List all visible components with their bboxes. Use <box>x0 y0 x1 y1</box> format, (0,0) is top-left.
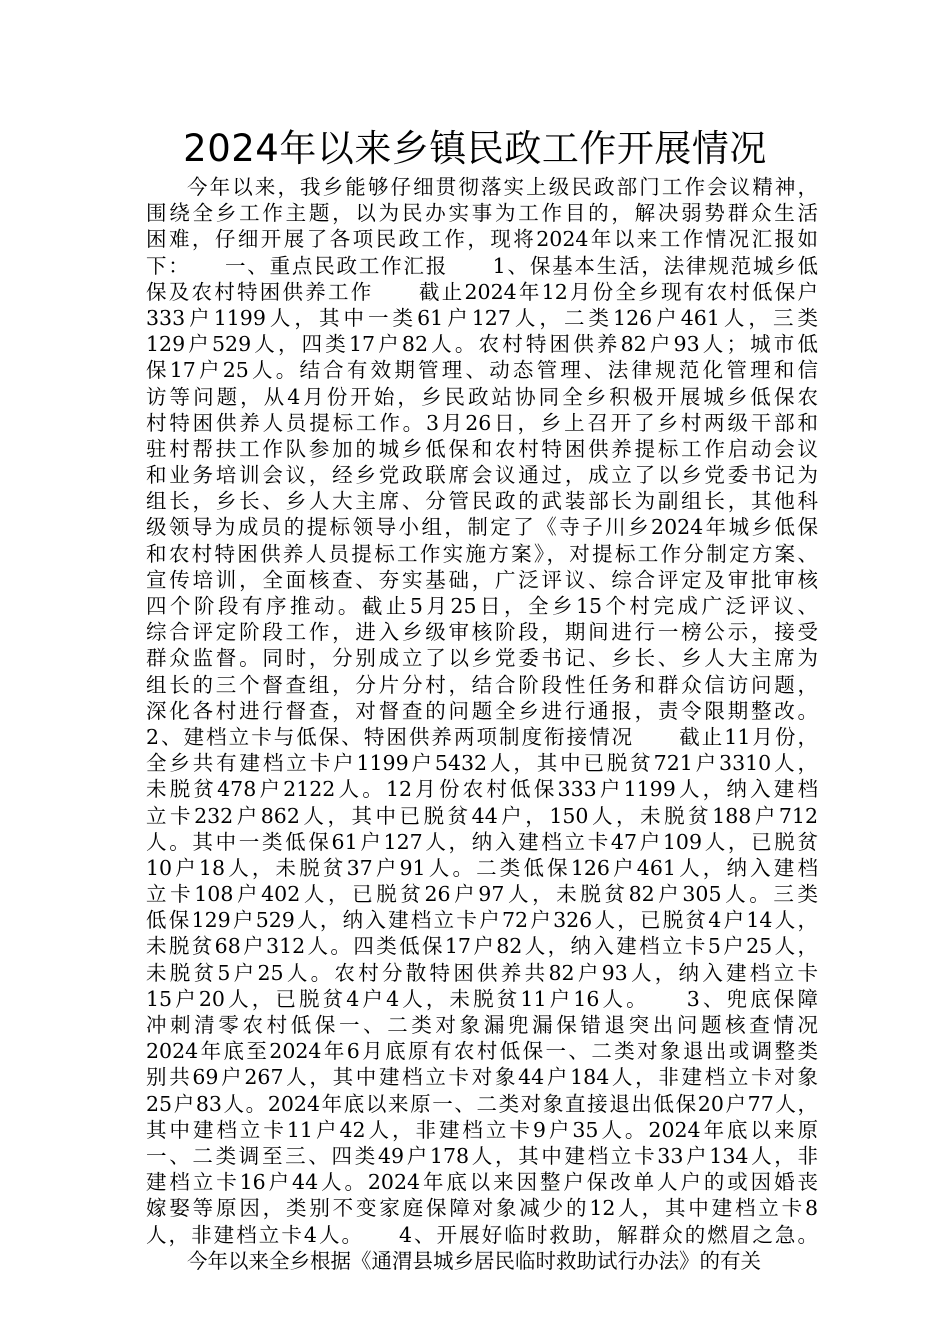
body-line: 今年以来，我乡能够仔细贯彻落实上级民政部门工作会议精神， <box>187 175 818 199</box>
body-line: 组长的三个督查组，分片分村，结合阶段性任务和群众信访问题， <box>146 672 818 697</box>
body-line: 保17户25人。结合有效期管理、动态管理、法律规范化管理和信 <box>146 358 818 383</box>
body-line: 其中建档立卡11户42人，非建档立卡9户35人。2024年底以来原 <box>146 1117 818 1142</box>
body-line: 宣传培训，全面核查、夯实基础，广泛评议、综合评定及审批审核 <box>146 567 818 592</box>
body-line: 冲刺清零农村低保一、二类对象漏兜漏保错退突出问题核查情况 <box>146 1013 818 1037</box>
body-line: 四个阶段有序推动。截止5月25日，全乡15个村完成广泛评议、 <box>146 594 818 618</box>
body-line: 立卡108户402人，已脱贫26户97人，未脱贫82户305人。三类 <box>146 882 818 907</box>
body-line: 333户1199人，其中一类61户127人，二类126户461人，三类 <box>146 305 818 330</box>
body-line: 2024年底至2024年6月底原有农村低保一、二类对象退出或调整类 <box>146 1039 818 1064</box>
body-line: 25户83人。2024年底以来原一、二类对象直接退出低保20户77人， <box>146 1091 818 1116</box>
body-line: 综合评定阶段工作，进入乡级审核阶段，期间进行一榜公示，接受 <box>146 620 818 645</box>
document-body <box>146 174 818 1274</box>
body-line: 今年以来全乡根据《通渭县城乡居民临时救助试行办法》的有关 <box>187 1248 761 1273</box>
body-line: 和业务培训会议，经乡党政联席会议通过，成立了以乡党委书记为 <box>146 463 818 488</box>
body-line: 未脱贫5户25人。农村分散特困供养共82户93人，纳入建档立卡 <box>146 960 818 985</box>
body-line: 低保129户529人，纳入建档立卡户72户326人，已脱贫4户14人， <box>146 908 818 933</box>
body-line: 2、建档立卡与低保、特困供养两项制度衔接情况 截止11月份， <box>146 724 818 749</box>
body-line: 组长，乡长、乡人大主席、分管民政的武装部长为副组长，其他科 <box>146 489 818 514</box>
body-line: 群众监督。同时，分别成立了以乡党委书记、乡长、乡人大主席为 <box>146 646 818 671</box>
body-line: 129户529人，四类17户82人。农村特困供养82户93人；城市低 <box>146 332 818 357</box>
body-line: 人，非建档立卡4人。 4、开展好临时救助，解群众的燃眉之急。 <box>146 1222 818 1247</box>
body-line: 人。其中一类低保61户127人，纳入建档立卡47户109人，已脱贫 <box>146 829 818 854</box>
body-line: 村特困供养人员提标工作。3月26日，乡上召开了乡村两级干部和 <box>146 410 818 435</box>
body-line: 访等问题，从4月份开始，乡民政站协同全乡积极开展城乡低保农 <box>146 384 818 409</box>
body-line: 级领导为成员的提标领导小组，制定了《寺子川乡2024年城乡低保 <box>146 515 818 540</box>
body-line: 全乡共有建档立卡户1199户5432人，其中已脱贫721户3310人， <box>146 751 818 776</box>
body-line: 立卡232户862人，其中已脱贫44户，150人，未脱贫188户712 <box>146 803 818 828</box>
body-line: 未脱贫68户312人。四类低保17户82人，纳入建档立卡5户25人， <box>146 934 818 959</box>
body-line: 未脱贫478户2122人。12月份农村低保333户1199人，纳入建档 <box>146 777 818 802</box>
body-line: 驻村帮扶工作队参加的城乡低保和农村特困供养提标工作启动会议 <box>146 436 818 461</box>
body-line: 保及农村特困供养工作 截止2024年12月份全乡现有农村低保户 <box>146 279 818 304</box>
body-line: 深化各村进行督查，对督查的问题全乡进行通报，责令限期整改。 <box>146 698 818 723</box>
body-line: 别共69户267人，其中建档立卡对象44户184人，非建档立卡对象 <box>146 1065 818 1090</box>
body-line: 一、二类调至三、四类49户178人，其中建档立卡33户134人，非 <box>146 1143 818 1168</box>
body-line: 下： 一、重点民政工作汇报 1、保基本生活，法律规范城乡低 <box>146 253 818 278</box>
document-title: 2024年以来乡镇民政工作开展情况 <box>183 127 767 170</box>
body-line: 困难，仔细开展了各项民政工作，现将2024年以来工作情况汇报如 <box>146 227 818 252</box>
body-line: 嫁娶等原因，类别不变家庭保障对象减少的12人，其中建档立卡8 <box>146 1196 818 1221</box>
body-line: 10户18人，未脱贫37户91人。二类低保126户461人，纳入建档 <box>146 855 818 880</box>
body-line: 建档立卡16户44人。2024年底以来因整户保改单人户的或因婚丧 <box>146 1170 818 1195</box>
body-line: 15户20人，已脱贫4户4人，未脱贫11户16人。 3、兜底保障 <box>146 986 818 1011</box>
body-line: 和农村特困供养人员提标工作实施方案》，对提标工作分制定方案、 <box>146 541 818 566</box>
body-line: 围绕全乡工作主题，以为民办实事为工作目的，解决弱势群众生活 <box>146 201 818 226</box>
